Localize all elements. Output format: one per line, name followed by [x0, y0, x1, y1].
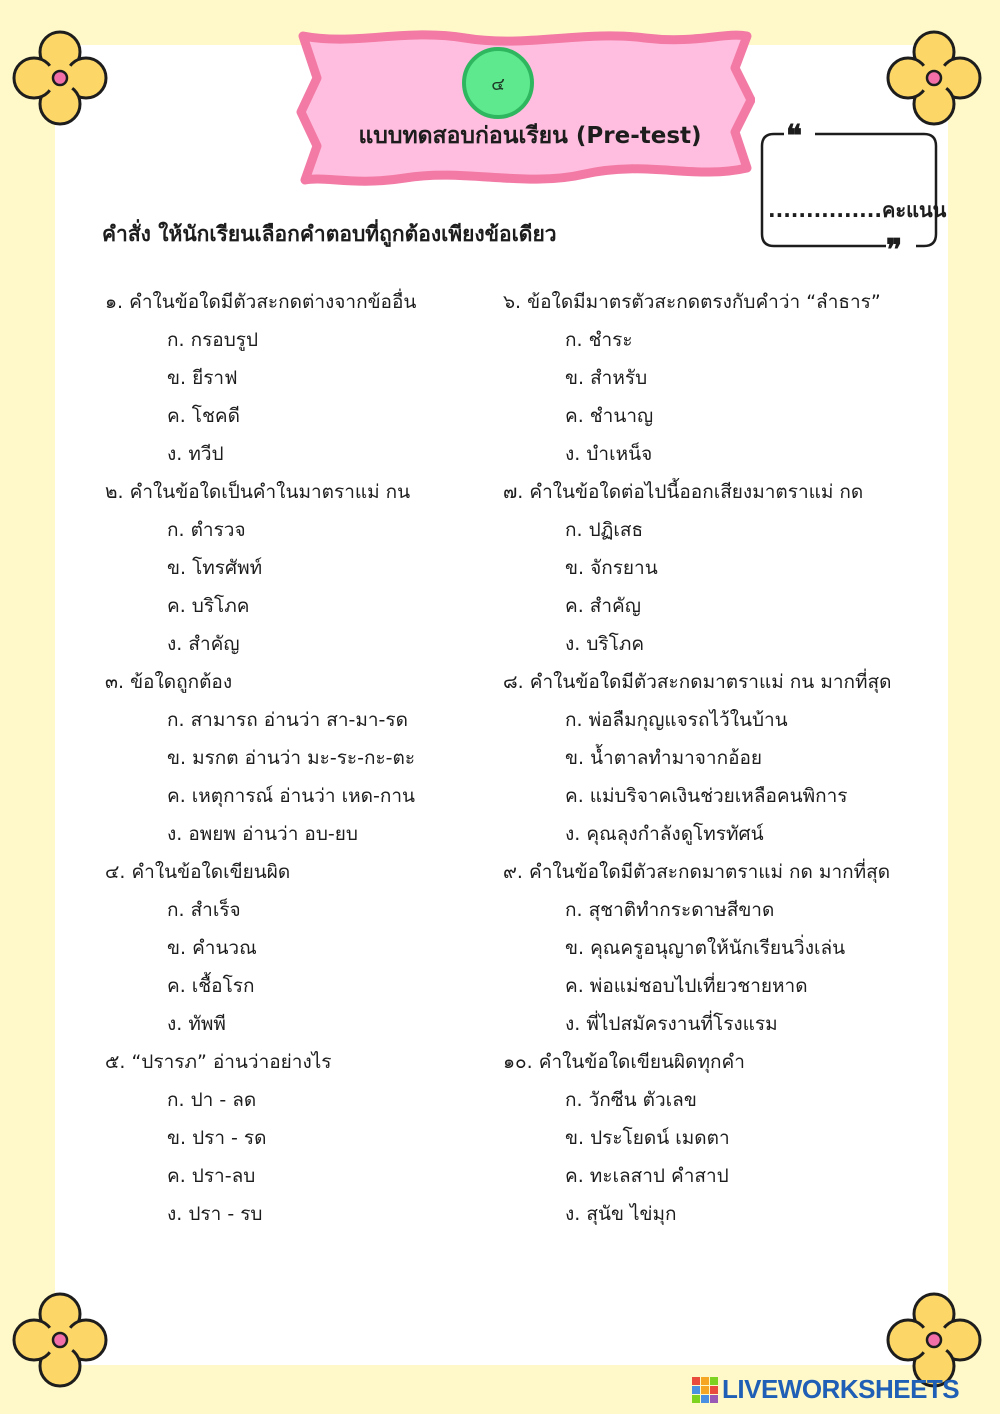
question-text: ๓. ข้อใดถูกต้อง [105, 671, 233, 693]
page-title: แบบทดสอบก่อนเรียน (Pre-test) [358, 123, 702, 149]
answer-option[interactable]: ง. บริโภค [565, 633, 645, 655]
answer-option[interactable]: ข. สำหรับ [565, 367, 648, 389]
score-field[interactable]: ...............คะแนน [768, 198, 947, 222]
flower-decoration-top-left [10, 28, 110, 128]
answer-option[interactable]: ก. ปฏิเสธ [565, 519, 644, 541]
answer-option[interactable]: ก. กรอบรูป [167, 329, 259, 351]
question-item [105, 283, 495, 473]
answer-option[interactable]: ข. ปรา - รด [167, 1127, 267, 1149]
question-item [105, 1043, 495, 1233]
answer-option[interactable]: ง. ทวีป [167, 443, 224, 465]
answer-option[interactable]: ข. คุณครูอนุญาตให้นักเรียนวิ่งเล่น [565, 937, 846, 959]
answer-option[interactable]: ค. เชื้อโรก [167, 975, 255, 997]
brand-name: LIVEWORKSHEETS [722, 1374, 960, 1404]
answer-option[interactable]: ก. พ่อลืมกุญแจรถไว้ในบ้าน [565, 709, 788, 731]
question-item [105, 663, 495, 853]
question-item [503, 663, 933, 853]
page-number-badge [462, 47, 534, 119]
page-number: ๔ [491, 73, 505, 95]
answer-option[interactable]: ง. พี่ไปสมัครงานที่โรงแรม [565, 1013, 778, 1035]
answer-option[interactable]: ก. สามารถ อ่านว่า สา-มา-รด [167, 709, 408, 731]
question-text: ๕. “ปรารภ” อ่านว่าอย่างไร [105, 1051, 332, 1073]
question-text: ๑. คำในข้อใดมีตัวสะกดต่างจากข้ออื่น [105, 291, 417, 313]
score-box [760, 118, 942, 252]
answer-option[interactable]: ข. ยีราฟ [167, 367, 238, 389]
answer-option[interactable]: ข. ประโยดน์ เมดตา [565, 1127, 730, 1149]
answer-option[interactable]: ค. บริโภค [167, 595, 250, 617]
answer-option[interactable]: ข. น้ำตาลทำมาจากอ้อย [565, 747, 763, 769]
question-text: ๑๐. คำในข้อใดเขียนผิดทุกคำ [503, 1051, 745, 1073]
answer-option[interactable]: ค. โชคดี [167, 405, 240, 427]
question-text: ๙. คำในข้อใดมีตัวสะกดมาตราแม่ กด มากที่สุด [503, 861, 891, 883]
answer-option[interactable]: ค. ทะเลสาป คำสาป [565, 1165, 729, 1187]
answer-option[interactable]: ค. แม่บริจาคเงินช่วยเหลือคนพิการ [565, 785, 848, 807]
answer-option[interactable]: ก. สุชาติทำกระดาษสีขาด [565, 899, 775, 921]
question-text: ๗. คำในข้อใดต่อไปนี้ออกเสียงมาตราแม่ กด [503, 481, 864, 503]
instruction: คำสั่ง ให้นักเรียนเลือกคำตอบที่ถูกต้องเพียงข้อเดียว [102, 222, 557, 246]
answer-option[interactable]: ง. ปรา - รบ [167, 1203, 263, 1225]
title-banner [295, 28, 755, 190]
answer-option[interactable]: ค. ชำนาญ [565, 405, 654, 427]
answer-option[interactable]: ง. อพยพ อ่านว่า อบ-ยบ [167, 823, 358, 845]
quote-open-icon: ❝ [786, 119, 803, 154]
question-item [105, 473, 495, 663]
questions-column-left [105, 283, 495, 1233]
answer-option[interactable]: ง. ทัพพี [167, 1013, 226, 1035]
answer-option[interactable]: ค. ปรา-ลบ [167, 1165, 256, 1187]
questions-column-right [503, 283, 933, 1233]
question-item [503, 473, 933, 663]
answer-option[interactable]: ก. สำเร็จ [167, 899, 241, 921]
brand-logo [692, 1374, 959, 1405]
question-text: ๘. คำในข้อใดมีตัวสะกดมาตราแม่ กน มากที่สุด [503, 671, 892, 693]
quote-close-icon: ❞ [886, 233, 903, 252]
answer-option[interactable]: ค. สำคัญ [565, 595, 641, 617]
answer-option[interactable]: ก. วักซีน ตัวเลข [565, 1089, 697, 1111]
answer-option[interactable]: ง. บำเหน็จ [565, 443, 653, 465]
answer-option[interactable]: ก. ปา - ลด [167, 1089, 257, 1111]
answer-option[interactable]: ข. โทรศัพท์ [167, 557, 263, 579]
answer-option[interactable]: ง. สุนัข ไข่มุก [565, 1203, 677, 1225]
answer-option[interactable]: ค. เหตุการณ์ อ่านว่า เหด-กาน [167, 785, 416, 807]
question-item [503, 283, 933, 473]
flower-decoration-top-right [884, 28, 984, 128]
flower-decoration-bottom-left [10, 1290, 110, 1390]
answer-option[interactable]: ข. คำนวณ [167, 937, 257, 959]
answer-option[interactable]: ค. พ่อแม่ชอบไปเที่ยวชายหาด [565, 975, 808, 997]
liveworksheets-logo-icon [692, 1377, 718, 1403]
answer-option[interactable]: ก. ชำระ [565, 329, 633, 351]
question-item [503, 1043, 933, 1233]
answer-option[interactable]: ง. คุณลุงกำลังดูโทรทัศน์ [565, 823, 764, 845]
question-text: ๔. คำในข้อใดเขียนผิด [105, 861, 291, 883]
question-text: ๒. คำในข้อใดเป็นคำในมาตราแม่ กน [105, 481, 411, 503]
question-item [105, 853, 495, 1043]
answer-option[interactable]: ข. จักรยาน [565, 557, 658, 579]
answer-option[interactable]: ข. มรกต อ่านว่า มะ-ระ-กะ-ตะ [167, 747, 416, 769]
answer-option[interactable]: ง. สำคัญ [167, 633, 240, 655]
question-item [503, 853, 933, 1043]
answer-option[interactable]: ก. ตำรวจ [167, 519, 246, 541]
question-text: ๖. ข้อใดมีมาตรตัวสะกดตรงกับคำว่า “ลำธาร” [503, 291, 881, 313]
